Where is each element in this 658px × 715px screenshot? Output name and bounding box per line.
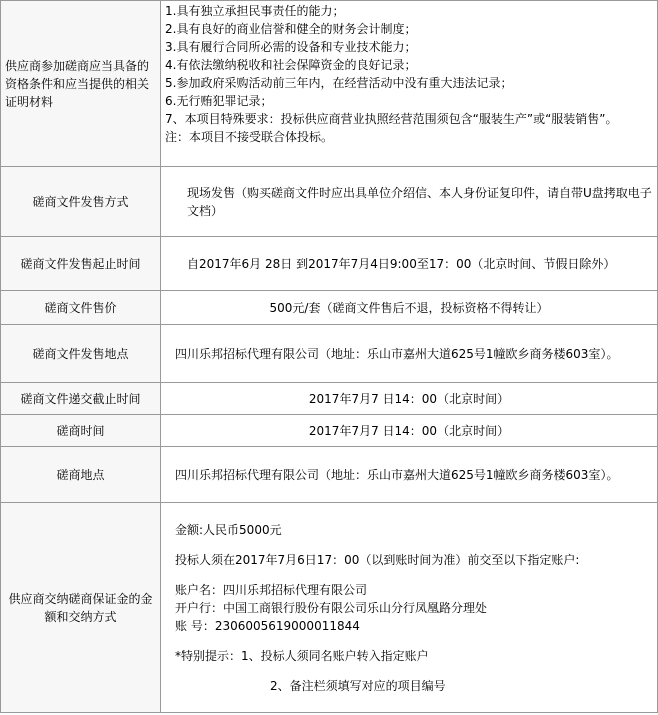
value-sale-period: 自2017年6月 28日 到2017年7月4日9:00至17：00（北京时间、节假日除外） [161,237,658,291]
label-consult-location: 磋商地点 [1,447,161,503]
deposit-bank: 开户行：中国工商银行股份有限公司乐山分行凤凰路分理处 [175,600,488,615]
value-sale-location: 四川乐邦招标代理有限公司（地址：乐山市嘉州大道625号1幢欧乡商务楼603室）。 [161,325,658,383]
deposit-note-1: *特别提示：1、投标人须同名账户转入指定账户 [175,648,429,663]
row-sale-method [1,167,658,237]
qualification-item-7: 7、本项目特殊要求：投标供应商营业执照经营范围须包含“服装生产”或“服装销售”。 [165,112,618,126]
row-deposit [1,503,658,713]
row-sale-location [1,325,658,383]
label-sale-location: 磋商文件发售地点 [1,325,161,383]
qualification-item-1: 1.具有独立承担民事责任的能力； [165,4,345,18]
row-qualification [1,1,658,167]
deposit-deadline: 投标人须在2017年7月6日17：00（以到账时间为准）前交至以下指定账户: [175,552,580,567]
value-consult-time: 2017年7月7 日14：00（北京时间） [161,415,658,447]
row-consult-time [1,415,658,447]
label-price: 磋商文件售价 [1,291,161,325]
row-submit-deadline [1,383,658,415]
qualification-item-4: 4.有依法缴纳税收和社会保障资金的良好记录； [165,58,417,72]
row-consult-location [1,447,658,503]
label-qualification: 供应商参加磋商应当具备的资格条件和应当提供的相关证明材料 [1,1,161,167]
deposit-account-name: 账户名：四川乐邦招标代理有限公司 [175,582,368,597]
value-price: 500元/套（磋商文件售后不退，投标资格不得转让） [161,291,658,325]
qualification-item-5: 5.参加政府采购活动前三年内，在经营活动中没有重大违法记录； [165,76,513,90]
label-consult-time: 磋商时间 [1,415,161,447]
value-submit-deadline: 2017年7月7 日14：00（北京时间） [161,383,658,415]
label-sale-period: 磋商文件发售起止时间 [1,237,161,291]
value-qualification [161,1,658,167]
value-consult-location: 四川乐邦招标代理有限公司（地址：乐山市嘉州大道625号1幢欧乡商务楼603室）。 [161,447,658,503]
row-price [1,291,658,325]
row-sale-period [1,237,658,291]
label-sale-method: 磋商文件发售方式 [1,167,161,237]
label-deposit: 供应商交纳磋商保证金的金额和交纳方式 [1,503,161,713]
qualification-item-6: 6.无行贿犯罪记录； [165,94,273,108]
label-submit-deadline: 磋商文件递交截止时间 [1,383,161,415]
qualification-note: 注：本项目不接受联合体投标。 [165,130,334,144]
deposit-note-2: 2、备注栏须填写对应的项目编号 [270,678,446,693]
deposit-account-number: 账 号：2306005619000011844 [175,618,360,633]
value-sale-method: 现场发售（购买磋商文件时应出具单位介绍信、本人身份证复印件，请自带U盘拷取电子文档） [161,167,658,237]
deposit-amount: 金额:人民币5000元 [175,522,282,537]
value-deposit [161,503,658,713]
qualification-item-2: 2.具有良好的商业信誉和健全的财务会计制度； [165,22,417,36]
qualification-item-3: 3.具有履行合同所必需的设备和专业技术能力； [165,40,417,54]
